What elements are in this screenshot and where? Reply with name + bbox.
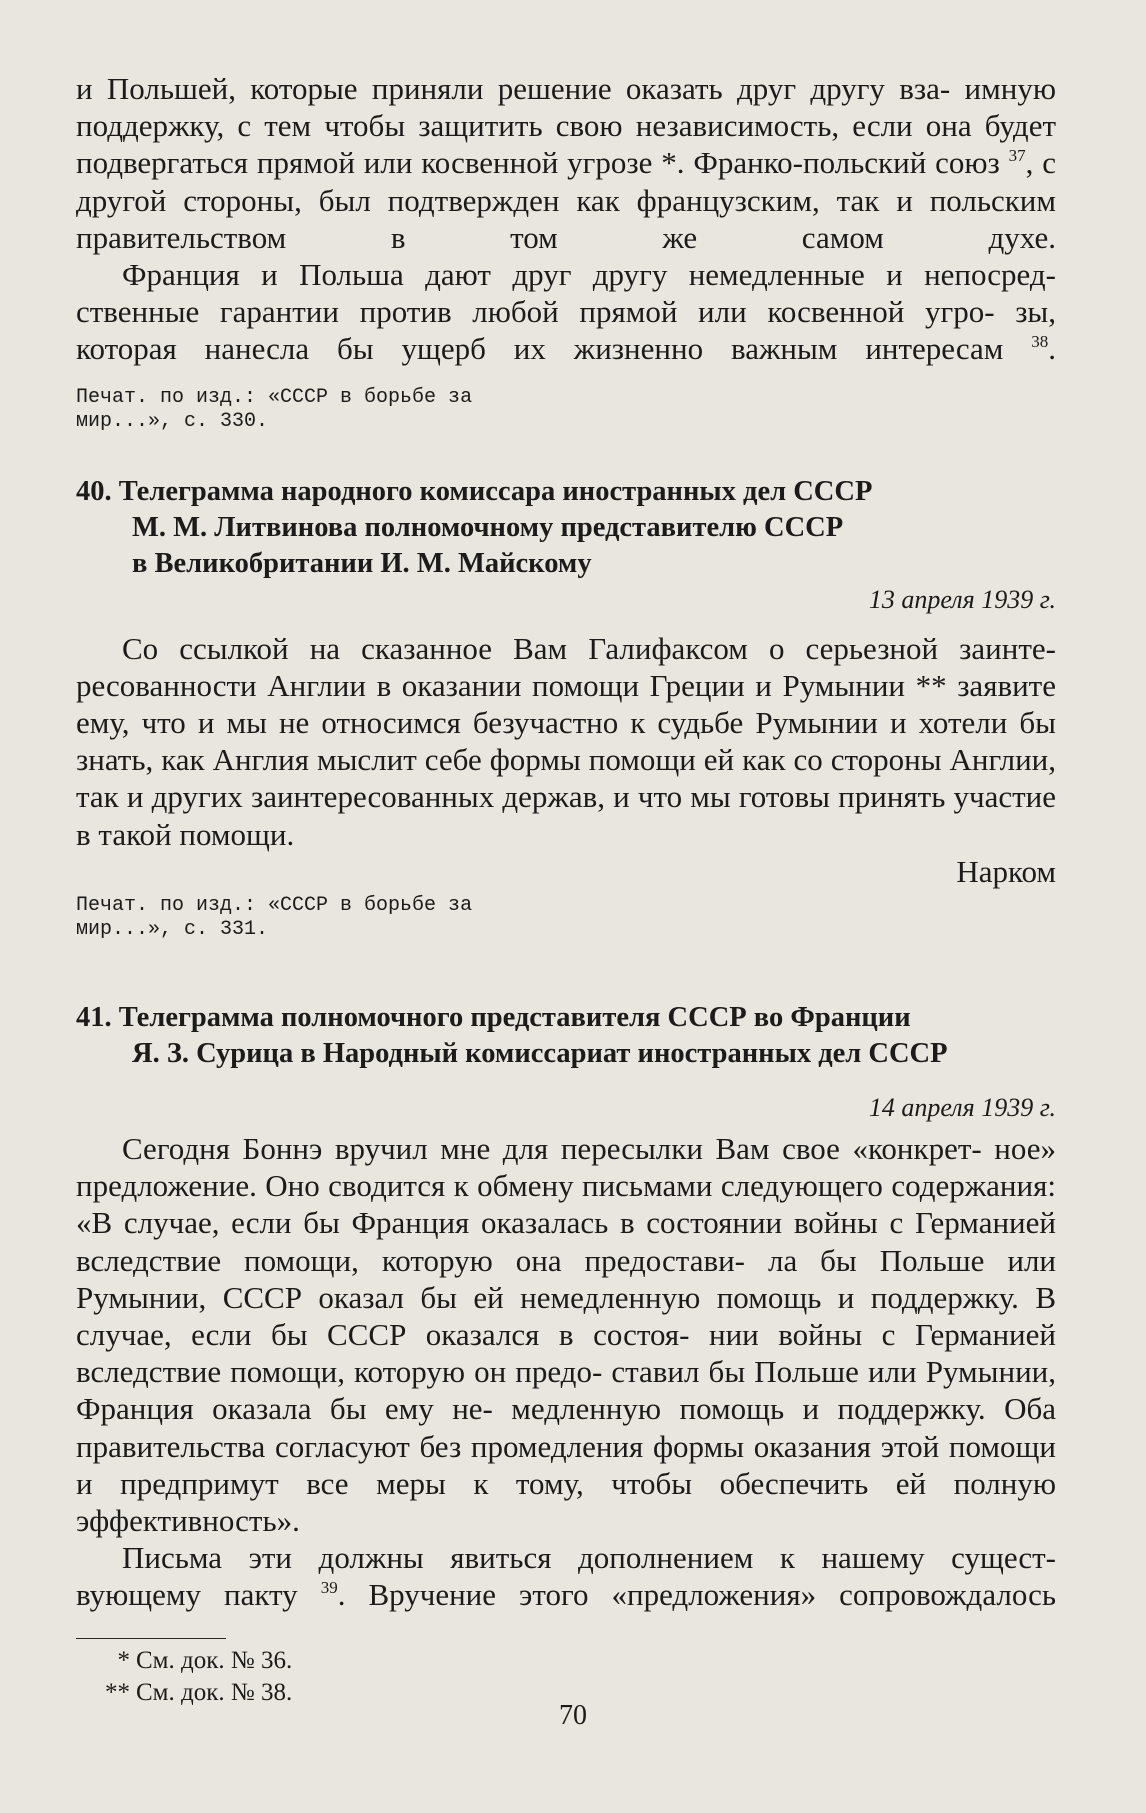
document-40-body: Со ссылкой на сказанное Вам Галифаксом о серьезной заинте- ресованности Англии в оказании помощи Греции и Румынии ** заявите ему, что и мы не относимся безучастно к судьбе Румынии и хотели бы знать, как Англия мыслит себе формы помощи ей как со стороны Англии, так и других заинтересованных держав, и что мы готовы принять участие в такой помощи. [76,630,1057,852]
document-41 [76,1000,1056,1614]
document-41-paragraph-1: Сегодня Боннэ вручил мне для пересылки Вам свое «конкрет- ное» предложение. Оно сводится к обмену письмами следующего содержания: «В случае, если бы Франция оказалась в состоянии войны с Германией вследствие помощи, которую она предостави- ла бы Польше или Румынии, СССР оказал бы ей немедленную помощь и поддержку. В случае, если бы СССР оказался в состоя- нии войны с Германией вследствие помощи, которую он предо- ставил бы Польше или Румынии, Франция оказала бы ему не- медленную помощь и поддержку. Оба правительства согласуют без промедления формы оказания этой помощи и предпримут все меры к тому, чтобы обеспечить ей полную эффективность». [76,1131,1057,1539]
footnote-1 [76,1645,1056,1677]
page-number: 70 [559,1700,587,1731]
footnote-2-text: См. док. № 38. [136,1678,293,1706]
document-41-date: 14 апреля 1939 г. [868,1093,1056,1123]
footnote-ref-38: 38 [1031,332,1049,352]
document-41-paragraph-2: Письма эти должны явиться дополнением к нашему сущест- вующему пакту $^{39}$. Вручение этого «предложения» сопровождалось [76,1540,1056,1613]
footnote-1-text: См. док. № 36. [136,1646,293,1674]
footnote-ref-39: 39 [320,1578,338,1598]
source-note-330: Печат. по изд.: «СССР в борьбе за мир...», с. 330. [76,385,473,433]
intro-paragraph-1: и Польшей, которые приняли решение оказать друг другу вза- имную поддержку, с тем чтобы защитить свою независимость, если она будет подвергаться прямой или косвенной угрозе *. Франко-польский союз $^{37}$, с другой стороны, был подтвержден как французским, так и польским правительством в том же самом духе. [76,71,1057,255]
document-40 [76,474,1056,942]
document-40-date: 13 апреля 1939 г. [868,584,1056,614]
footnote-divider [76,1638,226,1639]
footnote-2-mark: ** [105,1678,130,1706]
intro-section [76,70,1056,434]
footnote-ref-37: 37 [1008,146,1026,166]
document-40-signature: Нарком [956,853,1056,889]
source-note-331: Печат. по изд.: «СССР в борьбе за мир...», с. 331. [76,894,473,942]
document-41-heading: 41. Телеграмма полномочного представителя СССР во Франции Я. З. Сурица в Народный комиссариат иностранных дел СССР [76,1002,948,1070]
intro-paragraph-2: Франция и Польша дают друг другу немедленные и непосред- ственные гарантии против любой прямой или косвенной угро- зы, которая нанесла бы ущерб их жизненно важным интересам $^{38}$. [76,257,1057,367]
footnote-1-mark: * [117,1646,130,1674]
document-40-heading: 40. Телеграмма народного комиссара иностранных дел СССР М. М. Литвинова полномочному представителю СССР в Великобритании И. М. Майскому [76,475,873,579]
